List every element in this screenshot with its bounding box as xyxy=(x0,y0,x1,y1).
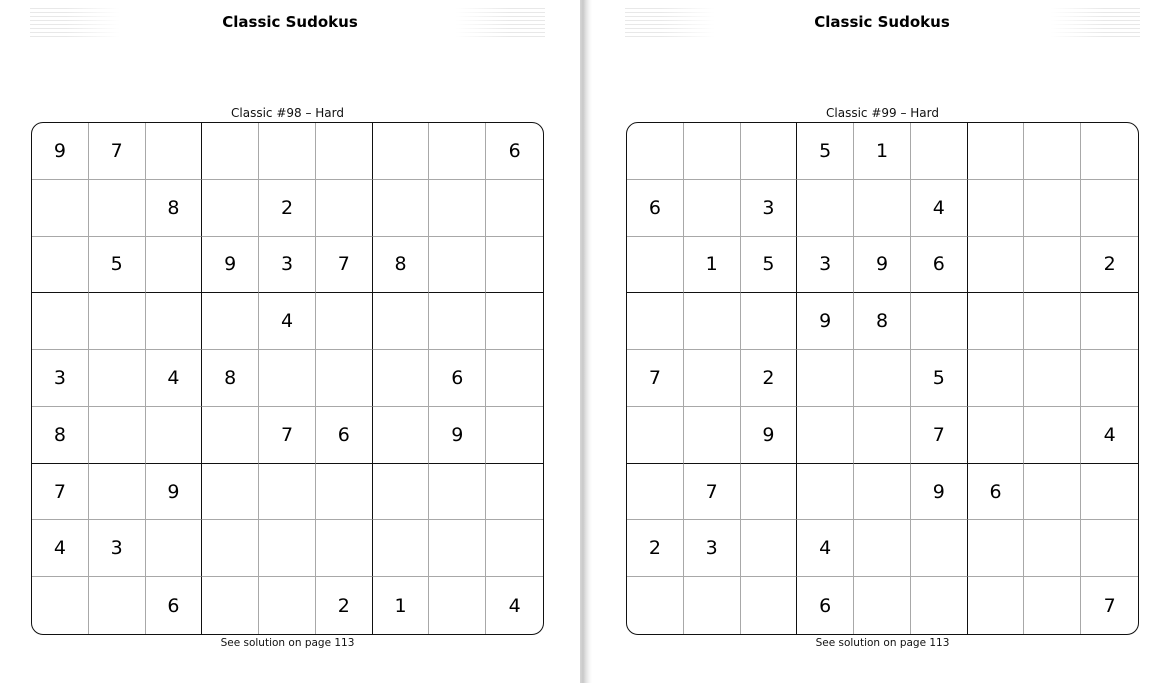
sudoku-cell xyxy=(486,293,543,350)
sudoku-cell xyxy=(1081,123,1138,180)
sudoku-cell: 8 xyxy=(146,180,203,237)
sudoku-cell xyxy=(202,123,259,180)
sudoku-cell: 6 xyxy=(486,123,543,180)
sudoku-cell xyxy=(911,293,968,350)
sudoku-cell: 4 xyxy=(911,180,968,237)
sudoku-cell xyxy=(854,350,911,407)
sudoku-cell: 1 xyxy=(373,577,430,634)
sudoku-cell: 8 xyxy=(202,350,259,407)
sudoku-cell: 3 xyxy=(259,237,316,294)
sudoku-cell xyxy=(627,237,684,294)
sudoku-cell xyxy=(1024,407,1081,464)
sudoku-cell xyxy=(429,293,486,350)
sudoku-cell xyxy=(741,123,798,180)
sudoku-cell xyxy=(89,464,146,521)
sudoku-cell: 2 xyxy=(259,180,316,237)
sudoku-cell xyxy=(202,520,259,577)
sudoku-cell xyxy=(316,520,373,577)
sudoku-cell: 9 xyxy=(911,464,968,521)
sudoku-cell: 5 xyxy=(741,237,798,294)
sudoku-cell xyxy=(486,350,543,407)
sudoku-cell xyxy=(797,350,854,407)
sudoku-cell: 6 xyxy=(968,464,1025,521)
sudoku-cell xyxy=(486,237,543,294)
sudoku-cell xyxy=(854,577,911,634)
sudoku-cell: 7 xyxy=(1103,594,1116,617)
sudoku-cell: 9 xyxy=(202,237,259,294)
sudoku-cell: 6 xyxy=(627,180,684,237)
sudoku-cell xyxy=(373,350,430,407)
book-title: Classic Sudokus xyxy=(222,13,358,31)
sudoku-cell xyxy=(146,237,203,294)
sudoku-cell: 8 xyxy=(32,407,89,464)
sudoku-cell xyxy=(202,293,259,350)
puzzle-title: Classic #98 – Hard xyxy=(231,106,344,120)
sudoku-cell xyxy=(684,407,741,464)
sudoku-cell: 4 xyxy=(797,520,854,577)
sudoku-cell: 4 xyxy=(1081,407,1138,464)
puzzle-title: Classic #99 – Hard xyxy=(826,106,939,120)
sudoku-cell: 6 xyxy=(797,577,854,634)
sudoku-cell xyxy=(89,180,146,237)
sudoku-cell xyxy=(486,407,543,464)
sudoku-cell xyxy=(259,123,316,180)
sudoku-cell: 5 xyxy=(797,123,854,180)
sudoku-cell xyxy=(146,293,203,350)
sudoku-cell: 9 xyxy=(854,237,911,294)
sudoku-cell xyxy=(911,577,968,634)
sudoku-cell: 5 xyxy=(911,350,968,407)
sudoku-cell xyxy=(797,464,854,521)
sudoku-cell xyxy=(968,180,1025,237)
sudoku-cell xyxy=(429,464,486,521)
sudoku-grid xyxy=(626,122,1139,635)
sudoku-cell xyxy=(259,577,316,634)
sudoku-cell: 7 xyxy=(259,407,316,464)
left-page xyxy=(0,0,580,683)
sudoku-cell: 9 xyxy=(146,464,203,521)
sudoku-cell xyxy=(854,407,911,464)
sudoku-cell xyxy=(202,180,259,237)
sudoku-cell: 9 xyxy=(429,407,486,464)
solution-reference: See solution on page 113 xyxy=(220,637,355,649)
sudoku-cell xyxy=(741,577,798,634)
sudoku-cell xyxy=(684,293,741,350)
sudoku-cell: 8 xyxy=(373,237,430,294)
sudoku-cell xyxy=(89,407,146,464)
sudoku-cell: 3 xyxy=(89,520,146,577)
sudoku-cell xyxy=(968,293,1025,350)
sudoku-cell: 3 xyxy=(741,180,798,237)
sudoku-cell: 9 xyxy=(32,123,89,180)
sudoku-cell xyxy=(1081,464,1138,521)
sudoku-cell: 3 xyxy=(684,520,741,577)
sudoku-cell: 7 xyxy=(684,464,741,521)
sudoku-cell xyxy=(316,180,373,237)
sudoku-cell: 1 xyxy=(854,123,911,180)
sudoku-cell xyxy=(1024,180,1081,237)
sudoku-cell xyxy=(684,123,741,180)
sudoku-cell xyxy=(854,464,911,521)
sudoku-cell xyxy=(32,180,89,237)
sudoku-cell xyxy=(627,123,684,180)
sudoku-cell: 3 xyxy=(32,350,89,407)
sudoku-cell: 9 xyxy=(797,293,854,350)
sudoku-cell: 9 xyxy=(741,407,798,464)
sudoku-cell xyxy=(202,464,259,521)
sudoku-cell xyxy=(854,180,911,237)
sudoku-cell xyxy=(741,293,798,350)
sudoku-cell: 2 xyxy=(627,520,684,577)
sudoku-cell xyxy=(316,464,373,521)
sudoku-cell xyxy=(259,464,316,521)
sudoku-cell xyxy=(202,577,259,634)
sudoku-cell xyxy=(89,293,146,350)
book-title: Classic Sudokus xyxy=(814,13,950,31)
sudoku-cell xyxy=(1081,520,1138,577)
sudoku-cell: 4 xyxy=(508,594,521,617)
sudoku-cell xyxy=(968,407,1025,464)
sudoku-cell xyxy=(202,407,259,464)
sudoku-cell xyxy=(429,123,486,180)
sudoku-cell xyxy=(741,464,798,521)
sudoku-cell xyxy=(429,180,486,237)
solution-reference: See solution on page 113 xyxy=(815,637,950,649)
sudoku-cell xyxy=(1024,350,1081,407)
sudoku-cell xyxy=(486,180,543,237)
sudoku-cell xyxy=(32,577,89,634)
sudoku-cell: 7 xyxy=(911,407,968,464)
sudoku-cell xyxy=(259,350,316,407)
sudoku-cell xyxy=(373,123,430,180)
sudoku-cell xyxy=(316,123,373,180)
sudoku-cell xyxy=(373,520,430,577)
sudoku-grid xyxy=(31,122,544,635)
sudoku-cell xyxy=(373,180,430,237)
sudoku-cell xyxy=(373,293,430,350)
sudoku-cell: 2 xyxy=(316,577,373,634)
sudoku-cell: 3 xyxy=(797,237,854,294)
sudoku-cell xyxy=(1081,293,1138,350)
sudoku-cell xyxy=(1024,123,1081,180)
sudoku-cell xyxy=(1081,180,1138,237)
sudoku-cell xyxy=(89,577,146,634)
sudoku-cell xyxy=(684,577,741,634)
sudoku-cell xyxy=(146,407,203,464)
sudoku-cell: 6 xyxy=(146,577,203,634)
right-page xyxy=(592,0,1176,683)
sudoku-cell xyxy=(316,293,373,350)
sudoku-cell: 6 xyxy=(911,237,968,294)
sudoku-cell xyxy=(1024,577,1081,634)
sudoku-cell xyxy=(1024,237,1081,294)
sudoku-cell xyxy=(259,520,316,577)
sudoku-cell: 7 xyxy=(32,464,89,521)
sudoku-cell xyxy=(627,293,684,350)
sudoku-cell xyxy=(89,350,146,407)
sudoku-cell xyxy=(854,520,911,577)
sudoku-cell xyxy=(429,520,486,577)
sudoku-cell xyxy=(1024,520,1081,577)
sudoku-cell: 6 xyxy=(316,407,373,464)
sudoku-cell: 6 xyxy=(429,350,486,407)
sudoku-cell xyxy=(429,237,486,294)
sudoku-cell xyxy=(684,350,741,407)
sudoku-cell: 4 xyxy=(259,293,316,350)
sudoku-cell xyxy=(627,464,684,521)
sudoku-cell xyxy=(486,520,543,577)
sudoku-cell xyxy=(1081,350,1138,407)
sudoku-cell xyxy=(797,180,854,237)
sudoku-cell xyxy=(627,577,684,634)
sudoku-cell: 8 xyxy=(854,293,911,350)
sudoku-cell xyxy=(1024,464,1081,521)
sudoku-cell: 4 xyxy=(32,520,89,577)
sudoku-cell xyxy=(797,407,854,464)
sudoku-cell: 7 xyxy=(627,350,684,407)
sudoku-cell xyxy=(968,237,1025,294)
sudoku-cell: 4 xyxy=(146,350,203,407)
sudoku-cell xyxy=(1024,293,1081,350)
sudoku-cell xyxy=(741,520,798,577)
sudoku-cell: 5 xyxy=(89,237,146,294)
sudoku-cell xyxy=(968,520,1025,577)
sudoku-cell xyxy=(429,577,486,634)
sudoku-cell xyxy=(32,293,89,350)
sudoku-cell xyxy=(486,464,543,521)
sudoku-cell xyxy=(684,180,741,237)
sudoku-cell xyxy=(968,350,1025,407)
sudoku-cell: 1 xyxy=(684,237,741,294)
sudoku-cell xyxy=(373,407,430,464)
sudoku-cell: 2 xyxy=(741,350,798,407)
sudoku-cell xyxy=(968,577,1025,634)
sudoku-cell xyxy=(911,123,968,180)
sudoku-cell xyxy=(146,123,203,180)
sudoku-cell: 2 xyxy=(1081,237,1138,294)
sudoku-cell xyxy=(146,520,203,577)
sudoku-cell: 7 xyxy=(316,237,373,294)
sudoku-cell xyxy=(968,123,1025,180)
sudoku-cell: 7 xyxy=(89,123,146,180)
page-divider xyxy=(580,0,592,683)
sudoku-cell xyxy=(373,464,430,521)
sudoku-cell xyxy=(627,407,684,464)
sudoku-cell xyxy=(316,350,373,407)
sudoku-cell xyxy=(911,520,968,577)
sudoku-cell xyxy=(32,237,89,294)
